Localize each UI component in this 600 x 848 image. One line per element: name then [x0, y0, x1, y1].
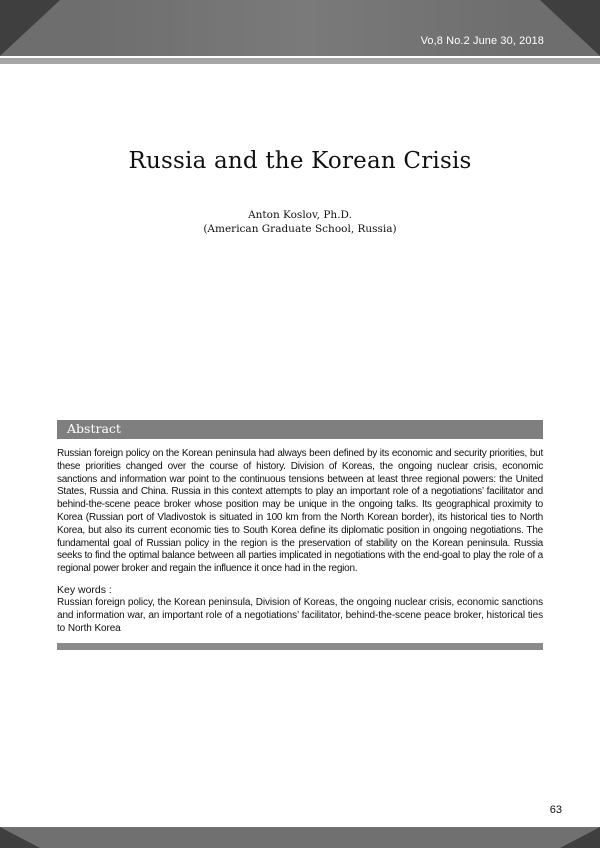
- header-left-corner: [0, 0, 60, 56]
- author-block: [0, 208, 600, 236]
- footer-right-corner: [560, 827, 600, 848]
- article-title: Russia and the Korean Crisis: [128, 148, 472, 174]
- header-band: [0, 0, 600, 56]
- keywords-heading: Key words :: [57, 584, 112, 596]
- abstract-heading-bar: [57, 420, 543, 439]
- header-shade: [90, 0, 520, 56]
- section-divider: [57, 643, 543, 650]
- author-affiliation: (American Graduate School, Russia): [203, 223, 397, 235]
- page-number: 63: [549, 804, 562, 816]
- footer-left-corner: [0, 827, 40, 848]
- footer-band: [0, 827, 600, 848]
- abstract-text: Russian foreign policy on the Korean peninsula had always been defined by its economic and security priorities, but these priorities changed over the course of history. Division of Koreas, the ongoing nuclear crisis, economic sanctions and information war point to the continuous tensions between at least three regional powers: the United States, Russia and China. Russia in this context attempts to play an important role of a negotiations’ facilitator and behind-the-scene peace broker whose position may be unique in the ongoing talks. Its geographical proximity to Korea (Russian port of Vladivostok is situated in 100 km from the North Korean border), its historical ties to North Korea, but also its current economic ties to South Korea define its diplomatic position in ongoing negotiations. The fundamental goal of Russian policy in the region is the preservation of stability on the Korean peninsula. Russia seeks to find the optimal balance between all parties implicated in negotiations with the end-goal to play the role of a regional power broker and regain the influence it once had in the region.: [57, 448, 543, 575]
- abstract-heading: Abstract: [67, 421, 121, 436]
- header-rule: [0, 58, 600, 64]
- header-right-corner: [540, 0, 600, 56]
- journal-issue: Vo,8 No.2 June 30, 2018: [420, 35, 544, 47]
- author-name: Anton Koslov, Ph.D.: [248, 209, 352, 221]
- keywords-text: Russian foreign policy, the Korean peninsula, Division of Koreas, the ongoing nuclear crisis, economic sanctions and information war, an important role of a negotiations’ facilitator, behind-the-scene peace broker, historical ties to North Korea: [57, 597, 543, 634]
